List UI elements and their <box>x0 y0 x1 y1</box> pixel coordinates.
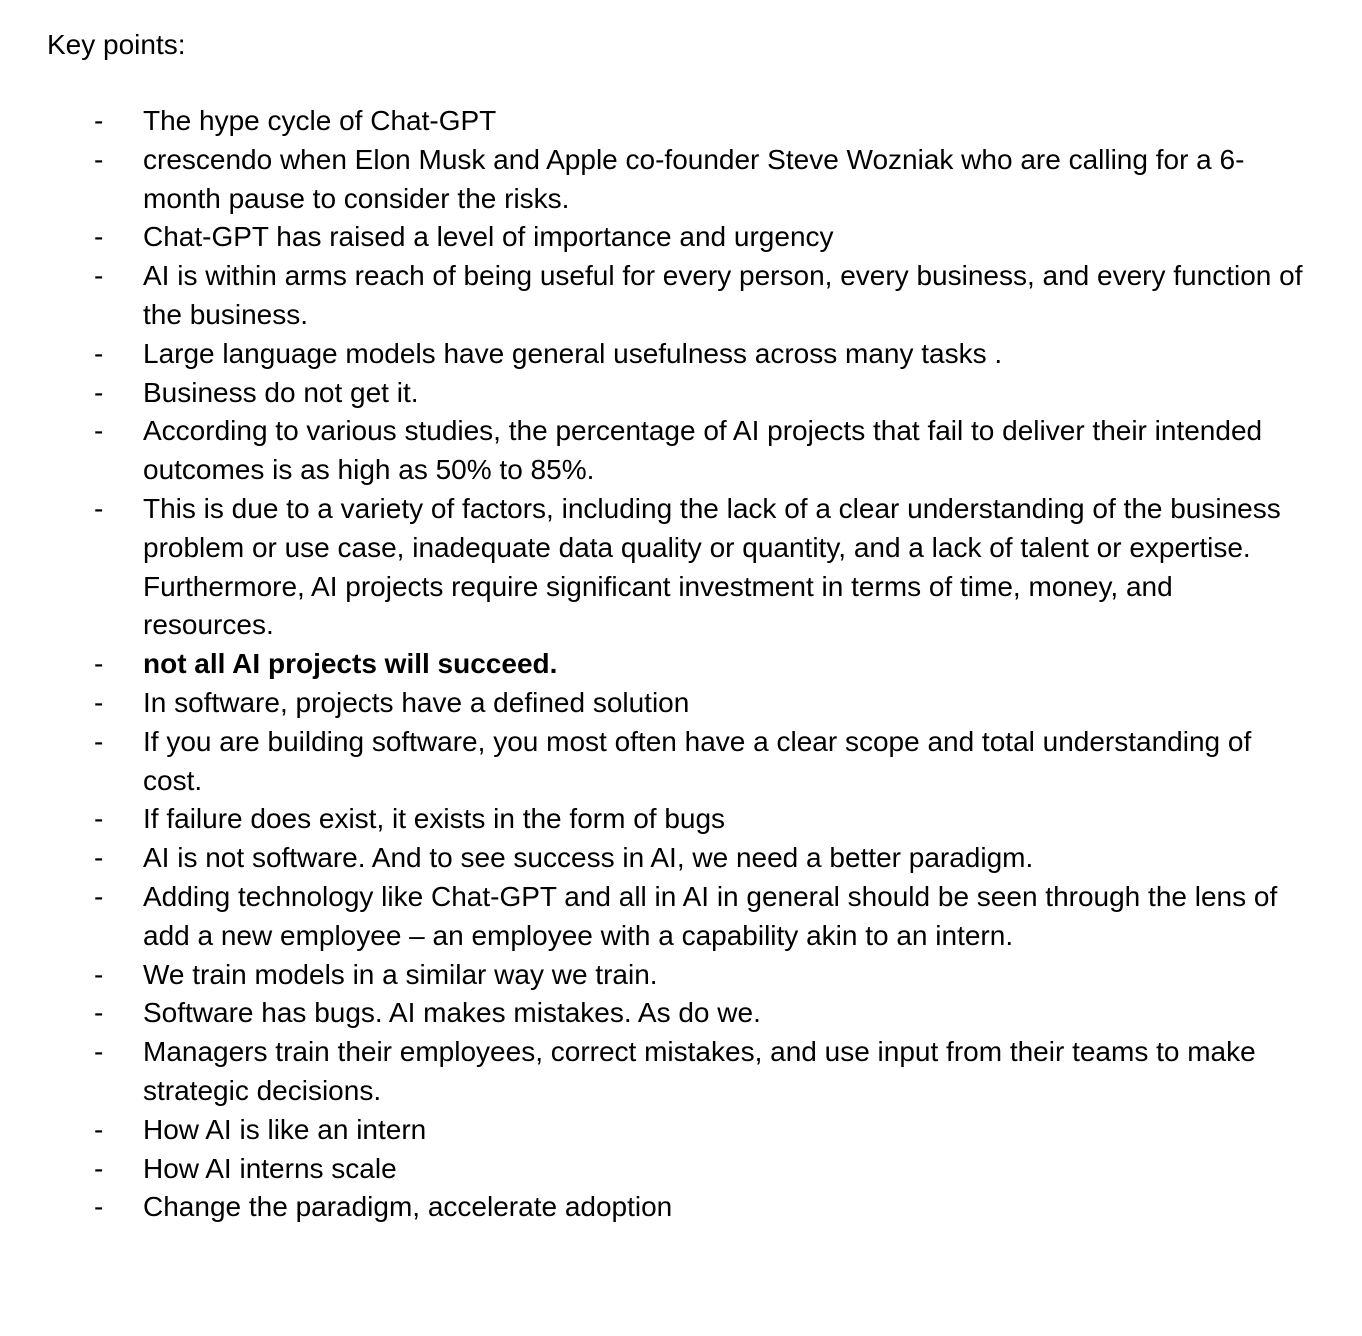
bullet-dash: - <box>94 1113 104 1145</box>
bullet-dash: - <box>94 997 104 1029</box>
list-item <box>0 412 1362 490</box>
list-item <box>0 102 1362 141</box>
list-item-text: How AI interns scale <box>143 1152 397 1184</box>
list-item-text: If failure does exist, it exists in the form of bugs <box>143 803 726 835</box>
bullet-dash: - <box>94 492 104 524</box>
bullet-dash: - <box>94 1191 104 1223</box>
list-item <box>0 1033 1362 1111</box>
list-item-text: The hype cycle of Chat-GPT <box>143 105 497 136</box>
bullet-dash: - <box>94 337 104 369</box>
list-item <box>0 645 1362 684</box>
list-item <box>0 723 1362 801</box>
list-item <box>0 218 1362 257</box>
list-item <box>0 878 1362 956</box>
list-item <box>0 956 1362 995</box>
list-item-text: Large language models have general usefulness across many tasks . <box>143 337 1003 369</box>
key-points-list <box>0 102 1362 1227</box>
list-item <box>0 141 1362 219</box>
bullet-dash: - <box>94 958 104 990</box>
list-item <box>0 1111 1362 1150</box>
bullet-dash: - <box>94 880 104 912</box>
list-item-text: not all AI projects will succeed. <box>143 648 558 680</box>
bullet-dash: - <box>94 415 104 447</box>
page-heading: Key points: <box>47 29 186 60</box>
bullet-dash: - <box>94 260 104 292</box>
list-item <box>0 994 1362 1033</box>
bullet-dash: - <box>94 842 104 874</box>
bullet-dash: - <box>94 803 104 835</box>
list-item-text: Chat-GPT has raised a level of importance and urgency <box>143 221 834 253</box>
list-item <box>0 800 1362 839</box>
list-item <box>0 839 1362 878</box>
bullet-dash: - <box>94 221 104 253</box>
list-item-text: AI is within arms reach of being useful for every person, every business, and every function of the business. <box>143 260 1303 330</box>
list-item-text: This is due to a variety of factors, including the lack of a clear understanding of the business problem or use case, inadequate data quality or quantity, and a lack of talent or expertise. Furthermore, AI projects require significant investment in terms of time, money, and resources. <box>143 492 1281 641</box>
list-item <box>0 257 1362 335</box>
bullet-dash: - <box>94 143 104 175</box>
list-item-text: In software, projects have a defined solution <box>143 686 690 718</box>
list-item <box>0 490 1362 645</box>
bullet-dash: - <box>94 1036 104 1068</box>
list-item-text: According to various studies, the percentage of AI projects that fail to deliver their intended outcomes is as high as 50% to 85%. <box>143 415 1263 486</box>
list-item-text: We train models in a similar way we train. <box>143 958 658 990</box>
list-item-text: Adding technology like Chat-GPT and all in AI in general should be seen through the lens of add a new employee – an employee with a capability akin to an intern. <box>143 880 1278 951</box>
bullet-dash: - <box>94 376 104 408</box>
list-item <box>0 1188 1362 1227</box>
bullet-dash: - <box>94 648 104 680</box>
list-item-text: If you are building software, you most often have a clear scope and total understanding of cost. <box>143 725 1252 796</box>
list-item-text: crescendo when Elon Musk and Apple co-founder Steve Wozniak who are calling for a 6-month pause to consider the risks. <box>143 143 1245 214</box>
list-item-text: AI is not software. And to see success in AI, we need a better paradigm. <box>143 842 1034 874</box>
bullet-dash: - <box>94 686 104 718</box>
list-item-text: Change the paradigm, accelerate adoption <box>143 1191 673 1223</box>
list-item-text: Software has bugs. AI makes mistakes. As do we. <box>143 997 761 1029</box>
bullet-dash: - <box>94 105 104 136</box>
bullet-dash: - <box>94 1152 104 1184</box>
list-item <box>0 374 1362 413</box>
list-item-text: How AI is like an intern <box>143 1113 427 1145</box>
list-item <box>0 1150 1362 1189</box>
list-item-text: Business do not get it. <box>143 376 419 408</box>
bullet-dash: - <box>94 725 104 757</box>
list-item <box>0 684 1362 723</box>
list-item-text: Managers train their employees, correct mistakes, and use input from their teams to make strategic decisions. <box>143 1036 1256 1106</box>
list-item <box>0 335 1362 374</box>
